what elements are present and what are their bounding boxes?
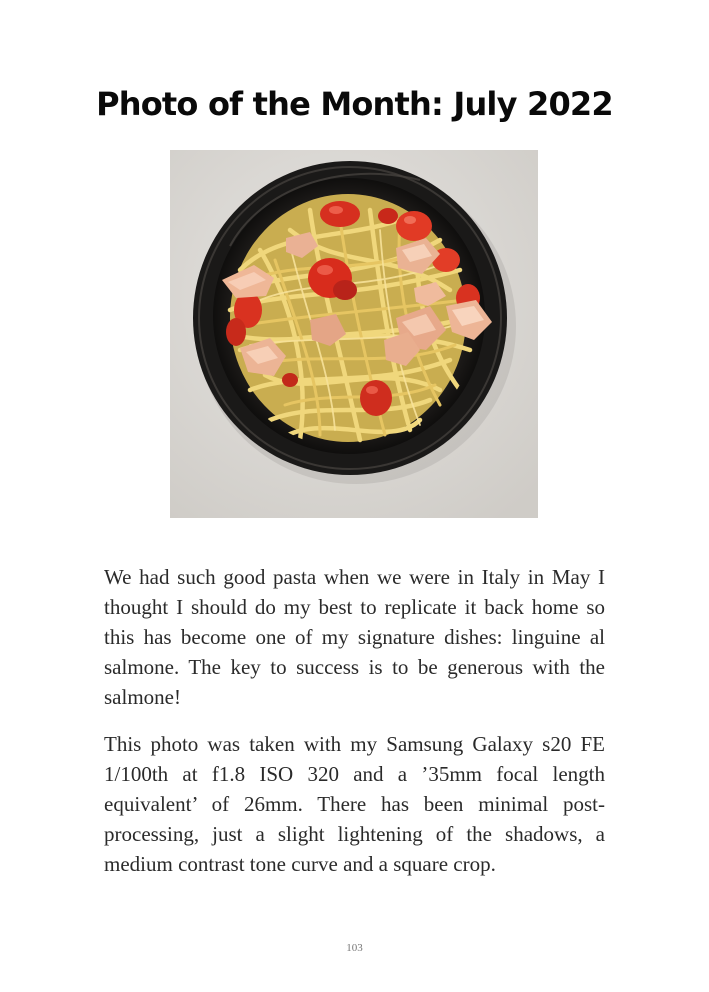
- paragraph-1: We had such good pasta when we were in Italy in May I thought I should do my best to replicate it back home so this has become one of my signature dishes: linguine al salmone. The key to success is to be generous with the salmone!: [104, 565, 605, 709]
- page-number: 103: [346, 942, 363, 954]
- pasta-photo: [170, 150, 538, 518]
- page-title: Photo of the Month: July 2022: [96, 85, 613, 123]
- paragraph-2: This photo was taken with my Samsung Galaxy s20 FE 1/100th at f1.8 ISO 320 and a ’35mm focal length equivalent’ of 26mm. There has been minimal post-processing, just a slight lightening of the shadows, a medium contrast tone curve and a square crop.: [104, 732, 605, 876]
